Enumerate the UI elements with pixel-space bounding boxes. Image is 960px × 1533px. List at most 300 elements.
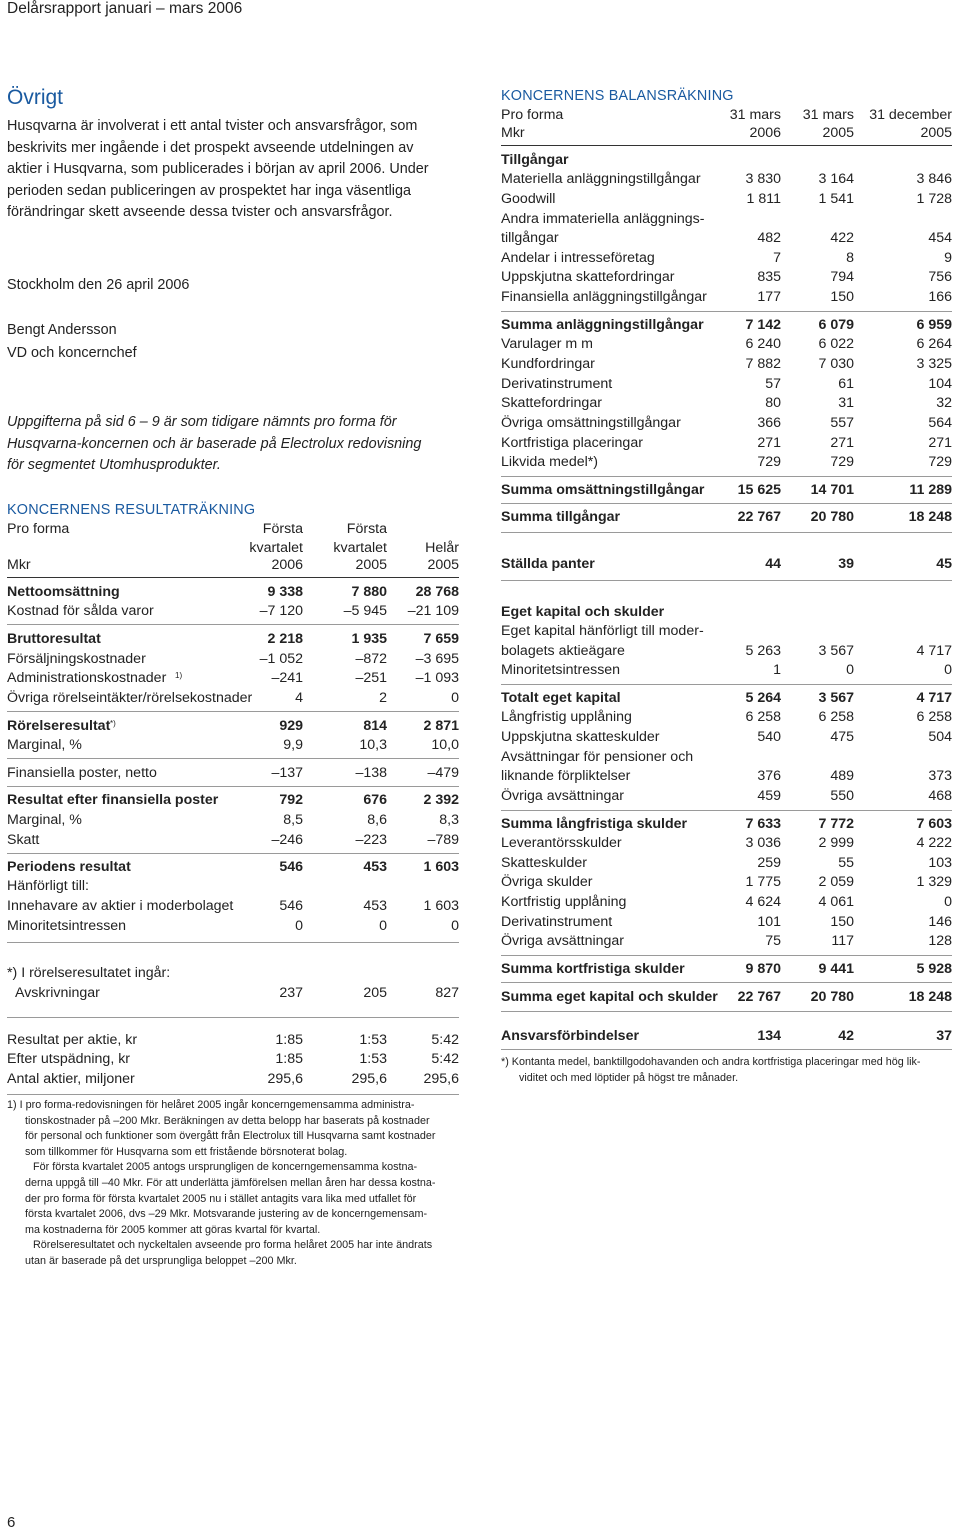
value-cell: 237 [279, 985, 303, 1001]
table-header-row [7, 520, 459, 540]
table-row [501, 249, 952, 269]
value-cell: 1:85 [275, 1051, 303, 1067]
table-row [501, 689, 952, 709]
row-label: Eget kapital och skulder [501, 604, 665, 620]
footnote-line: der pro forma för första kvartalet 2005 nu i stället antagits vara lika med utfallet för [25, 1192, 417, 1205]
value-cell: 7 [773, 250, 781, 266]
value-cell: 32 [936, 395, 952, 411]
table-row [7, 1050, 459, 1070]
value-cell: kvartalet [333, 540, 387, 556]
table-rule [7, 853, 459, 854]
table-row [501, 661, 952, 681]
table-row [501, 787, 952, 807]
value-cell: 28 768 [415, 584, 459, 600]
value-cell: 1 541 [818, 191, 854, 207]
row-label: liknande förpliktelser [501, 768, 631, 784]
table-row [501, 642, 952, 662]
table-rule [501, 684, 952, 685]
row-label: Rörelseresultat [7, 718, 111, 734]
row-label: Summa omsättningstillgångar [501, 482, 705, 498]
row-label: Leverantörsskulder [501, 835, 622, 851]
row-label: Andra immateriella anläggnings- [501, 211, 705, 227]
value-cell: 2 392 [423, 792, 459, 808]
value-cell: 7 772 [818, 816, 854, 832]
table-rule [501, 476, 952, 477]
value-cell: 103 [928, 855, 952, 871]
value-cell: 468 [928, 788, 952, 804]
value-cell: 10,0 [431, 737, 459, 753]
row-label: Administrationskostnader [7, 670, 167, 686]
value-cell: 128 [928, 933, 952, 949]
value-cell: 31 mars [802, 107, 854, 123]
footnote-marker: 1) [175, 671, 183, 680]
row-label: Summa eget kapital och skulder [501, 989, 718, 1005]
row-label: Mkr [7, 557, 31, 573]
table-row [7, 964, 459, 984]
value-cell: 61 [838, 376, 854, 392]
table-row [501, 932, 952, 952]
value-cell: 150 [830, 289, 854, 305]
table-row [501, 873, 952, 893]
value-cell: 6 264 [916, 336, 952, 352]
table-row [501, 960, 952, 980]
table-row [7, 764, 459, 784]
value-cell: 2005 [355, 557, 387, 573]
table-row [7, 669, 459, 689]
value-cell: 729 [757, 454, 781, 470]
value-cell: 5:42 [431, 1032, 459, 1048]
value-cell: 44 [765, 556, 781, 572]
value-cell: 8,5 [283, 812, 303, 828]
value-cell: 0 [451, 918, 459, 934]
table-row [7, 689, 459, 709]
value-cell: 8,3 [439, 812, 459, 828]
value-cell: 0 [944, 894, 952, 910]
table-row [501, 151, 952, 171]
signer-title: VD och koncernchef [7, 345, 137, 361]
value-cell: 2 999 [818, 835, 854, 851]
row-label: Mkr [501, 125, 525, 141]
value-cell: –251 [355, 670, 387, 686]
value-cell: 7 603 [916, 816, 952, 832]
table-row [501, 708, 952, 728]
table-row [7, 791, 459, 811]
table-row [7, 602, 459, 622]
table-row [7, 811, 459, 831]
value-cell: 14 701 [810, 482, 854, 498]
value-cell: 166 [928, 289, 952, 305]
value-cell: 1 811 [746, 191, 781, 207]
value-cell: 4 061 [818, 894, 854, 910]
value-cell: 2006 [749, 125, 781, 141]
row-label: Avsättningar för pensioner och [501, 749, 694, 765]
row-label: Periodens resultat [7, 859, 131, 875]
value-cell: –241 [271, 670, 303, 686]
table-rule [501, 580, 952, 581]
value-cell: 2 059 [818, 874, 854, 890]
table-row [501, 834, 952, 854]
value-cell: 376 [757, 768, 781, 784]
page-number: 6 [7, 1514, 16, 1531]
row-label: Eget kapital hänförligt till moder- [501, 623, 704, 639]
value-cell: 1:53 [359, 1032, 387, 1048]
value-cell: 57 [765, 376, 781, 392]
value-cell: 9 [944, 250, 952, 266]
table-row [7, 650, 459, 670]
row-label: *) I rörelseresultatet ingår: [7, 965, 171, 981]
value-cell: –138 [355, 765, 387, 781]
table-rule [7, 711, 459, 712]
value-cell: 10,3 [359, 737, 387, 753]
value-cell: 4 717 [916, 690, 952, 706]
row-label: Resultat efter finansiella poster [7, 792, 219, 808]
table-row [501, 622, 952, 642]
balance-sheet-title: KONCERNENS BALANSRÄKNING [501, 88, 734, 104]
value-cell: 756 [928, 269, 952, 285]
value-cell: 792 [279, 792, 303, 808]
row-label: Varulager m m [501, 336, 593, 352]
row-label: Summa långfristiga skulder [501, 816, 688, 832]
value-cell: 259 [757, 855, 781, 871]
row-label: Finansiella anläggningstillgångar [501, 289, 707, 305]
value-cell: –789 [427, 832, 459, 848]
pro-forma-note [7, 412, 453, 477]
footnote-line: som tillkommer för Husqvarna som ett fristående börsnoterat bolag. [25, 1145, 348, 1158]
value-cell: 7 880 [351, 584, 387, 600]
value-cell: 475 [830, 729, 854, 745]
row-label: Minoritetsintressen [7, 918, 127, 934]
table-rule [7, 942, 459, 943]
value-cell: 271 [928, 435, 952, 451]
value-cell: –3 695 [415, 651, 459, 667]
row-label: Materiella anläggningstillgångar [501, 171, 701, 187]
footnote-line: *) Kontanta medel, banktillgodohavanden och andra kortfristiga placeringar med hög lik- [501, 1056, 921, 1068]
row-label: Efter utspädning, kr [7, 1051, 131, 1067]
value-cell: 0 [944, 662, 952, 678]
value-cell: 205 [363, 985, 387, 1001]
value-cell: 2 871 [423, 718, 459, 734]
table-row [501, 854, 952, 874]
row-label: Likvida medel*) [501, 454, 598, 470]
table-row [501, 434, 952, 454]
table-row [501, 375, 952, 395]
signer-name: Bengt Andersson [7, 322, 117, 338]
value-cell: 1:53 [359, 1051, 387, 1067]
value-cell: 7 030 [818, 356, 854, 372]
balance-footnote [501, 1055, 952, 1086]
note-line: för segmentet Utomhusprodukter. [7, 457, 221, 474]
row-label: Skatteskulder [501, 855, 587, 871]
value-cell: 929 [279, 718, 303, 734]
value-cell: 150 [830, 914, 854, 930]
income-statement-title: KONCERNENS RESULTATRÄKNING [7, 502, 256, 518]
table-row [7, 897, 459, 917]
table-rule [7, 1094, 459, 1095]
row-label: Övriga omsättningstillgångar [501, 415, 681, 431]
table-rule [501, 982, 952, 983]
value-cell: 5 264 [745, 690, 781, 706]
value-cell: 22 767 [737, 989, 781, 1005]
value-cell: 2005 [822, 125, 854, 141]
paragraph-line: Husqvarna är involverat i ett antal tvister och ansvarsfrågor, som [7, 118, 418, 134]
row-label: Uppskjutna skattefordringar [501, 269, 675, 285]
value-cell: 6 258 [818, 709, 854, 725]
table-rule [7, 758, 459, 759]
table-row [7, 858, 459, 878]
value-cell: 295,6 [423, 1071, 459, 1087]
row-label: Marginal, % [7, 737, 82, 753]
table-row [501, 815, 952, 835]
row-label: Innehavare av aktier i moderbolaget [7, 898, 234, 914]
value-cell: 6 258 [745, 709, 781, 725]
row-label: Avskrivningar [15, 985, 100, 1001]
row-label: Uppskjutna skatteskulder [501, 729, 660, 745]
value-cell: 422 [830, 230, 854, 246]
value-cell: kvartalet [249, 540, 303, 556]
value-cell: 31 mars [729, 107, 781, 123]
value-cell: 0 [295, 918, 303, 934]
row-label: Finansiella poster, netto [7, 765, 157, 781]
footnote-line: tionskostnader på –200 Mkr. Beräkningen av detta belopp har baserats på kostnader [25, 1114, 430, 1127]
value-cell: 3 036 [745, 835, 781, 851]
value-cell: 814 [363, 718, 387, 734]
note-line: Husqvarna-koncernen och är baserade på Electrolux redovisning [7, 435, 422, 452]
value-cell: 1 603 [423, 859, 459, 875]
value-cell: 3 567 [818, 643, 854, 659]
value-cell: 540 [757, 729, 781, 745]
paragraph-line: beskrivits mer ingående i det prospekt avseende utdelningen av [7, 139, 414, 156]
value-cell: 835 [757, 269, 781, 285]
value-cell: 101 [757, 914, 781, 930]
table-row [7, 831, 459, 851]
value-cell: 134 [757, 1028, 781, 1044]
table-row [501, 355, 952, 375]
value-cell: –1 093 [415, 670, 459, 686]
footnote-marker: *) [110, 719, 116, 728]
table-row [501, 229, 952, 249]
row-label: Tillgångar [501, 152, 569, 168]
row-label: Kostnad för sålda varor [7, 603, 154, 619]
table-row [501, 728, 952, 748]
value-cell: –223 [355, 832, 387, 848]
value-cell: 104 [928, 376, 952, 392]
table-row [501, 1027, 952, 1047]
table-row [501, 767, 952, 787]
table-row [501, 481, 952, 501]
footnote-line: viditet och med löptider på högst tre månader. [519, 1071, 739, 1084]
value-cell: 557 [830, 415, 854, 431]
row-label: Pro forma [7, 521, 70, 537]
table-row [501, 394, 952, 414]
value-cell: 1 935 [351, 631, 387, 647]
value-cell: 2005 [427, 557, 459, 573]
value-cell: 546 [279, 898, 303, 914]
value-cell: 177 [757, 289, 781, 305]
table-rule [501, 503, 952, 504]
value-cell: 453 [363, 898, 387, 914]
table-row [7, 917, 459, 937]
value-cell: 75 [765, 933, 781, 949]
value-cell: 1:85 [275, 1032, 303, 1048]
value-cell: –137 [271, 765, 303, 781]
value-cell: 31 [838, 395, 854, 411]
value-cell: 22 767 [737, 509, 781, 525]
value-cell: 9 870 [745, 961, 781, 977]
value-cell: 271 [757, 435, 781, 451]
row-label: Derivatinstrument [501, 376, 613, 392]
row-label: Antal aktier, miljoner [7, 1071, 135, 1087]
value-cell: –246 [271, 832, 303, 848]
row-label: Marginal, % [7, 812, 82, 828]
row-label: Kortfristiga placeringar [501, 435, 643, 451]
value-cell: 546 [279, 859, 303, 875]
note-line: Uppgifterna på sid 6 – 9 är som tidigare nämnts pro forma för [7, 414, 397, 430]
row-label: tillgångar [501, 230, 559, 246]
value-cell: 2006 [271, 557, 303, 573]
value-cell: 4 717 [916, 643, 952, 659]
value-cell: 729 [928, 454, 952, 470]
value-cell: 8 [846, 250, 854, 266]
footnote-line: för personal och funktioner som övergått från Electrolux till Husqvarna samt kostnader [25, 1130, 436, 1143]
value-cell: 6 959 [916, 317, 952, 333]
value-cell: 489 [830, 768, 854, 784]
value-cell: 3 567 [818, 690, 854, 706]
row-label: bolagets aktieägare [501, 643, 625, 659]
table-row [501, 190, 952, 210]
value-cell: –5 945 [343, 603, 387, 619]
ovrigt-paragraph [7, 116, 453, 224]
row-label: Andelar i intresseföretag [501, 250, 655, 266]
footnote-line: derna uppgå till –40 Mkr. För att underlätta jämförelsen mellan åren har dessa kostna- [25, 1176, 436, 1189]
value-cell: 5 928 [916, 961, 952, 977]
table-row [501, 988, 952, 1008]
value-cell: 7 882 [745, 356, 781, 372]
table-rule [7, 786, 459, 787]
value-cell: 827 [435, 985, 459, 1001]
row-label: Skatt [7, 832, 40, 848]
row-label: Hänförligt till: [7, 878, 90, 894]
value-cell: Första [262, 521, 303, 537]
value-cell: 6 240 [745, 336, 781, 352]
value-cell: Första [346, 521, 387, 537]
row-label: Summa tillgångar [501, 509, 621, 525]
paragraph-line: aktier i Husqvarna, som publicerades i början av april 2006. Under [7, 161, 429, 178]
value-cell: 42 [838, 1028, 854, 1044]
value-cell: 5:42 [431, 1051, 459, 1067]
row-label: Övriga rörelseintäkter/rörelsekostnader [7, 690, 253, 706]
row-label: Totalt eget kapital [501, 690, 621, 706]
row-label: Goodwill [501, 191, 556, 207]
row-label: Ställda panter [501, 556, 595, 572]
value-cell: 2 218 [267, 631, 303, 647]
table-rule [501, 955, 952, 956]
table-row [501, 170, 952, 190]
row-label: Resultat per aktie, kr [7, 1032, 138, 1048]
value-cell: –1 052 [259, 651, 303, 667]
value-cell: 7 633 [745, 816, 781, 832]
value-cell: 20 780 [810, 989, 854, 1005]
table-row [501, 210, 952, 230]
value-cell: 504 [928, 729, 952, 745]
paragraph-line: perioden sedan publiceringen av prospektet har inga väsentliga [7, 182, 412, 199]
value-cell: 9 338 [267, 584, 303, 600]
table-row [7, 984, 459, 1004]
value-cell: 6 258 [916, 709, 952, 725]
value-cell: 3 846 [916, 171, 952, 187]
row-label: Långfristig upplåning [501, 709, 632, 725]
table-row [7, 877, 459, 897]
table-row [7, 630, 459, 650]
table-row [7, 583, 459, 603]
row-label: Ansvarsförbindelser [501, 1028, 639, 1044]
table-rule [501, 532, 952, 533]
value-cell: 8,6 [367, 812, 387, 828]
value-cell: 676 [363, 792, 387, 808]
table-rule [501, 1011, 952, 1012]
table-row [501, 268, 952, 288]
value-cell: 39 [838, 556, 854, 572]
value-cell: 2 [379, 690, 387, 706]
value-cell: –479 [427, 765, 459, 781]
table-rule [7, 624, 459, 625]
value-cell: 295,6 [351, 1071, 387, 1087]
footnote-line: ma kostnaderna för 2005 kommer att göras kvartal för kvartal. [25, 1223, 321, 1236]
value-cell: 459 [757, 788, 781, 804]
value-cell: 3 164 [818, 171, 854, 187]
value-cell: 9 441 [818, 961, 854, 977]
footnote-line: För första kvartalet 2005 antogs ursprungligen de koncerngemensamma kostna- [33, 1161, 418, 1174]
value-cell: 0 [379, 918, 387, 934]
table-row [501, 288, 952, 308]
value-cell: –21 109 [407, 603, 459, 619]
value-cell: 31 december [869, 107, 952, 123]
value-cell: 729 [830, 454, 854, 470]
value-cell: –7 120 [259, 603, 303, 619]
value-cell: 117 [831, 933, 854, 949]
footnote-line: utan är baserade på det ursprungliga beloppet –200 Mkr. [25, 1254, 297, 1267]
value-cell: 55 [838, 855, 854, 871]
paragraph-line: förändringar skett avseende dessa tvister och ansvarsfrågor. [7, 204, 393, 221]
value-cell: 7 142 [745, 317, 781, 333]
table-row [501, 555, 952, 575]
table-rule [501, 311, 952, 312]
row-label: Pro forma [501, 107, 564, 123]
table-rule [7, 577, 459, 578]
table-header-row [7, 556, 459, 576]
value-cell: 0 [846, 662, 854, 678]
row-label: Derivatinstrument [501, 914, 613, 930]
value-cell: 9,9 [283, 737, 303, 753]
table-rule [501, 145, 952, 146]
row-label: Försäljningskostnader [7, 651, 146, 667]
table-header-row [501, 106, 952, 126]
value-cell: 18 248 [908, 989, 952, 1005]
footnote-line: 1) I pro forma-redovisningen för helåret 2005 ingår koncerngemensamma administra- [7, 1099, 415, 1111]
value-cell: 3 325 [916, 356, 952, 372]
value-cell: 18 248 [908, 509, 952, 525]
table-row [501, 893, 952, 913]
place-date: Stockholm den 26 april 2006 [7, 277, 190, 293]
row-label: Kundfordringar [501, 356, 595, 372]
table-row [501, 414, 952, 434]
value-cell: 15 625 [737, 482, 781, 498]
value-cell: 4 [295, 690, 303, 706]
table-row [501, 913, 952, 933]
table-row [501, 508, 952, 528]
value-cell: 1 329 [916, 874, 952, 890]
ovrigt-heading: Övrigt [7, 86, 64, 109]
value-cell: 2005 [920, 125, 952, 141]
